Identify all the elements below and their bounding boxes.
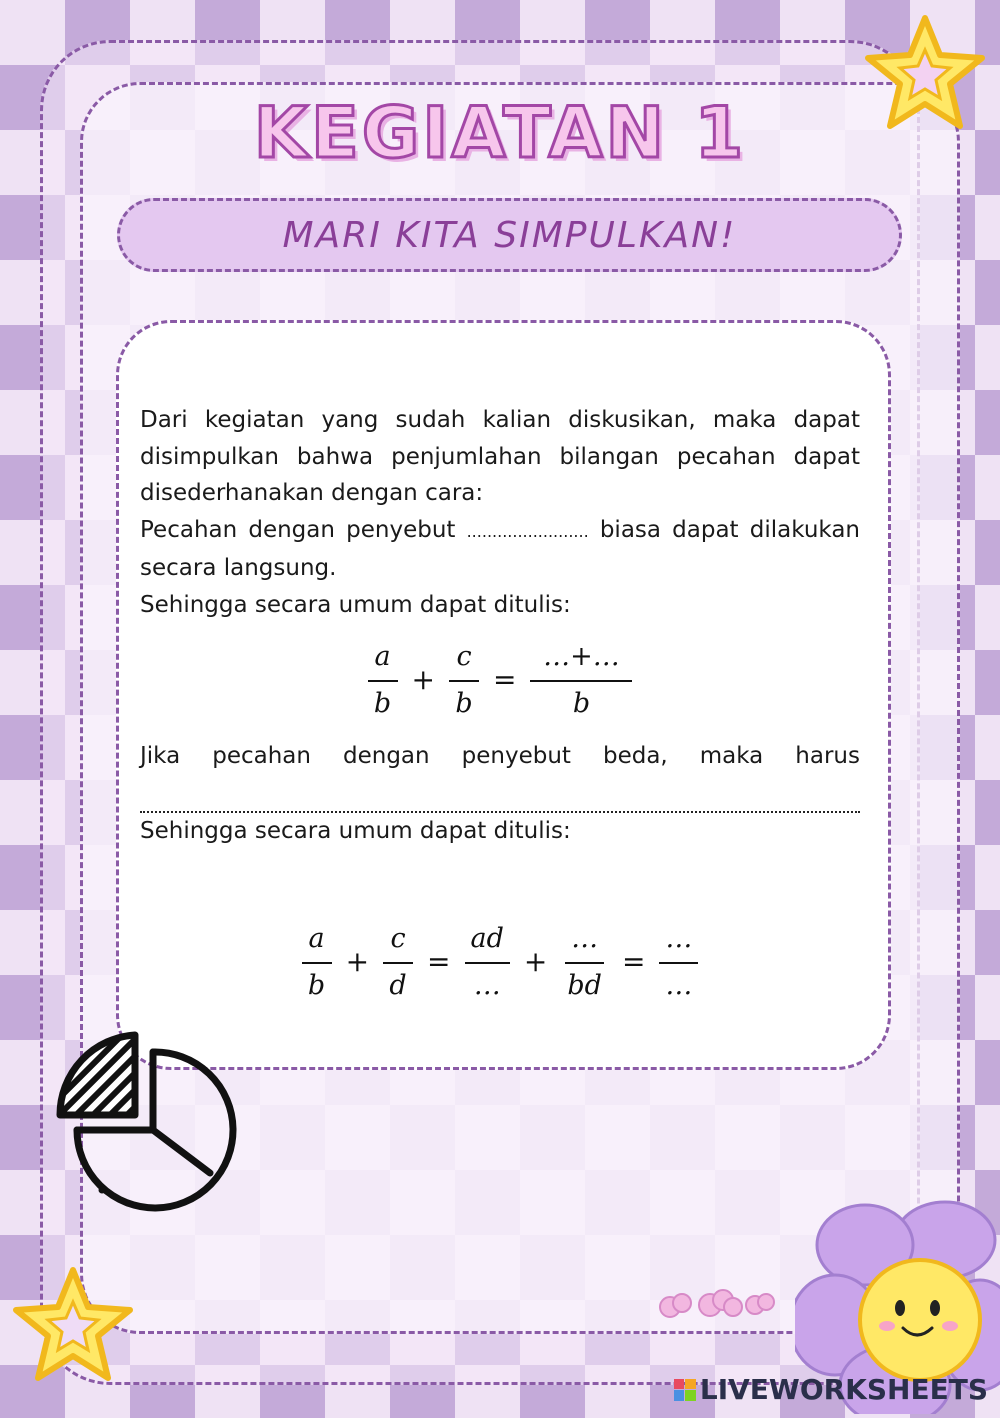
same-denominator-paragraph <box>140 512 860 587</box>
fraction-result <box>530 639 632 722</box>
fraction-numerator-blank[interactable]: … <box>565 921 604 964</box>
fraction-final-result <box>659 921 698 1004</box>
formula-same-denominator <box>140 639 860 722</box>
liveworksheets-logo <box>674 1373 988 1406</box>
fraction-ad-over-blank <box>465 921 510 1004</box>
subtitle-text: MARI KITA SIMPULKAN! <box>282 214 737 256</box>
fraction-blank-over-bd <box>561 921 608 1004</box>
general-form-label-2: Sehingga secara umum dapat ditulis: <box>140 817 571 844</box>
fraction-numerator: ad <box>465 921 510 964</box>
general-form-label-1: Sehingga secara umum dapat ditulis: <box>140 591 571 618</box>
subtitle-banner <box>117 198 902 272</box>
fraction-denominator: b <box>307 969 326 1001</box>
same-denominator-suffix: biasa dapat dilakukan secara langsung. <box>140 516 860 581</box>
fraction-numerator: a <box>368 639 398 682</box>
fraction-a-over-b <box>302 921 332 1004</box>
fraction-denominator: b <box>455 687 473 719</box>
fraction-numerator: c <box>383 921 413 964</box>
fraction-denominator: b <box>572 687 591 719</box>
equals-sign: = <box>621 945 646 979</box>
different-denominator-text: Jika pecahan dengan penyebut beda, maka harus <box>140 743 860 769</box>
brand-icon <box>674 1379 696 1401</box>
fraction-c-over-b <box>449 639 479 722</box>
plus-sign: + <box>523 945 548 979</box>
fraction-numerator: c <box>449 639 479 682</box>
same-denominator-prefix: Pecahan dengan penyebut <box>140 516 456 543</box>
pie-chart-icon <box>55 1030 240 1224</box>
fraction-numerator: a <box>302 921 332 964</box>
fraction-denominator-blank[interactable]: … <box>665 969 693 1001</box>
equals-sign: = <box>427 945 451 979</box>
answer-blank-line[interactable] <box>140 775 860 813</box>
page-title: KEGIATAN 1 <box>253 92 747 174</box>
plus-sign: + <box>411 663 435 697</box>
fraction-denominator: bd <box>567 969 602 1001</box>
fraction-denominator-blank[interactable]: … <box>473 969 501 1001</box>
same-denominator-blank[interactable]: ........................ <box>466 521 589 541</box>
content-body <box>140 402 860 1020</box>
formula-different-denominator <box>140 921 860 1004</box>
fraction-numerator-blank[interactable]: …+… <box>530 639 632 682</box>
fraction-denominator: d <box>389 969 407 1001</box>
equals-sign: = <box>493 663 517 697</box>
plus-sign: + <box>345 945 370 979</box>
brand-text: LIVEWORKSHEETS <box>699 1373 988 1406</box>
star-icon-bottom-left <box>8 1262 138 1396</box>
fraction-a-over-b <box>368 639 398 722</box>
intro-paragraph: Dari kegiatan yang sudah kalian diskusikan, maka dapat disimpulkan bahwa penjumlahan bilangan pecahan dapat disederhanakan dengan cara: <box>140 407 860 506</box>
fraction-c-over-d <box>383 921 413 1004</box>
cloud-sticker <box>655 1285 780 1329</box>
fraction-denominator: b <box>373 687 392 719</box>
fraction-numerator-blank[interactable]: … <box>659 921 698 964</box>
